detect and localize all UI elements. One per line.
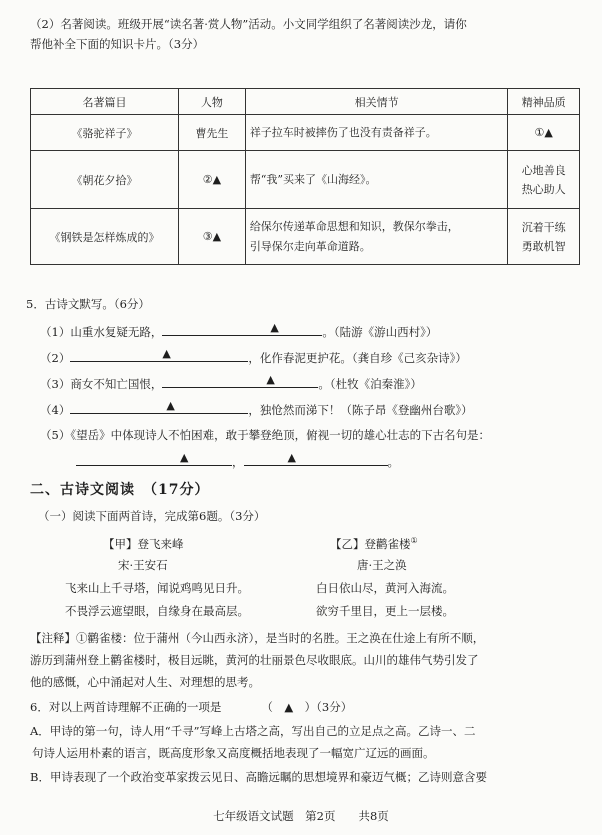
book-title: 《钢铁是怎样炼成的》	[31, 209, 179, 265]
quality-cell	[508, 115, 580, 151]
plot-cell	[245, 209, 508, 265]
section-title: 二、古诗文阅读 （17分）	[30, 482, 210, 498]
plot-cell	[245, 151, 508, 209]
quality-line: 热心助人	[521, 182, 566, 196]
table-header: 精神品质	[508, 89, 580, 115]
answer-blank[interactable]	[70, 349, 248, 362]
table-header-row	[31, 89, 580, 115]
question-intro-line2: 帮他补全下面的知识卡片。（3分）	[30, 37, 205, 51]
q6-stem-text: 6．对以上两首诗理解不正确的一项是	[30, 700, 222, 714]
table-header: 名著篇目	[31, 89, 179, 115]
triangle-icon: ▲	[166, 399, 175, 412]
book-title: 《朝花夕拾》	[31, 151, 179, 209]
table-row	[31, 209, 580, 265]
q5-item-text: （1）山重水复疑无路，	[40, 325, 163, 339]
q5-title: 5．古诗文默写。（6分）	[26, 297, 150, 311]
character-answer-blank: ③▲	[178, 209, 245, 265]
quality-cell	[508, 209, 580, 265]
question-intro-line1: （2）名著阅读。班级开展“读名著·赏人物”活动。小文同学组织了名著阅读沙龙，请你	[30, 17, 467, 31]
poem-a-author: 宋·王安石	[118, 558, 168, 572]
poem-b-title	[330, 536, 418, 552]
triangle-icon: ▲	[287, 451, 296, 464]
part-title: （一）阅读下面两首诗，完成第6题。（3分）	[38, 509, 266, 523]
q5-item-text: （3）商女不知亡国恨，	[40, 377, 163, 391]
poem-a-line: 不畏浮云遮望眼，自缘身在最高层。	[65, 604, 249, 618]
triangle-icon: ▲	[180, 451, 189, 464]
page-footer: 七年级语文试题 第2页 共8页	[213, 809, 389, 823]
q5-item-5-blanks	[76, 453, 399, 470]
book-title: 《骆驼祥子》	[31, 115, 179, 151]
annotation-line: 游历到蒲州登上鹳雀楼时，极目远眺，黄河的壮丽景色尽收眼底。山川的雄伟气势引发了	[30, 653, 479, 667]
table-row	[31, 115, 580, 151]
q5-item-text: ，化作春泥更护花。（龚自珍《己亥杂诗》）	[248, 351, 467, 365]
poem-a-line: 飞来山上千寻塔，闻说鸡鸣见日升。	[65, 581, 249, 595]
answer-blank[interactable]	[70, 401, 248, 414]
q5-item-text: ，独怆然而涕下！（陈子昂《登幽州台歌》）	[248, 403, 473, 417]
q6-stem	[30, 699, 352, 715]
answer-blank[interactable]	[76, 453, 232, 466]
q5-item-text: 。（陆游《游山西村》）	[322, 325, 438, 339]
annotation-line: 【注释】①鹳雀楼：位于蒲州（今山西永济），是当时的名胜。王之涣在仕途上有所不顺，	[30, 631, 485, 645]
q6-option-b: B．甲诗表现了一个政治变革家拨云见日、高瞻远瞩的思想境界和豪迈气概；乙诗则意含要	[30, 770, 487, 784]
answer-blank[interactable]	[162, 375, 318, 388]
separator: 。	[387, 455, 399, 469]
plot-line: 给保尔传递革命思想和知识，教保尔拳击，	[249, 219, 459, 233]
q5-item-3	[40, 375, 422, 392]
q6-answer-blank[interactable]: （ ▲ ）（3分）	[261, 700, 353, 714]
q6-option-a-cont: 句诗人运用朴素的语言，既高度形象又高度概括地表现了一幅宽广辽远的画面。	[32, 746, 435, 760]
quality-answer-blank: ①▲	[534, 126, 553, 139]
footnote-mark: ①	[410, 536, 418, 546]
poem-a-title: 【甲】登飞来峰	[103, 537, 184, 551]
q5-item-text: 。（杜牧《泊秦淮》）	[318, 377, 422, 391]
q5-item-1	[40, 323, 437, 340]
poem-b-line: 白日依山尽，黄河入海流。	[316, 581, 454, 595]
table-header: 相关情节	[245, 89, 508, 115]
poem-b-title-text: 【乙】登鹳雀楼	[330, 537, 411, 551]
separator: ，	[232, 455, 244, 469]
q5-item-5: （5）《望岳》中体现诗人不怕困难，敢于攀登绝顶，俯视一切的雄心壮志的下古名句是：	[40, 428, 491, 442]
table-header: 人物	[178, 89, 245, 115]
character-name: 曹先生	[178, 115, 245, 151]
quality-cell	[508, 151, 580, 209]
plot-line: 祥子拉车时被摔伤了也没有责备祥子。	[249, 125, 437, 139]
table-row	[31, 151, 580, 209]
plot-line: 帮“我”买来了《山海经》。	[249, 172, 377, 186]
triangle-icon: ▲	[162, 347, 171, 360]
q5-item-2	[40, 349, 467, 366]
annotation-line: 他的感慨，心中涌起对人生、对理想的思考。	[30, 675, 260, 689]
q5-item-4	[40, 401, 473, 418]
triangle-icon: ▲	[266, 373, 275, 386]
q6-option-a: A．甲诗的第一句，诗人用“千寻”写峰上古塔之高，写出自己的立足点之高。乙诗一、二	[30, 724, 476, 738]
triangle-icon: ▲	[270, 321, 279, 334]
answer-blank[interactable]	[244, 453, 388, 466]
quality-line: 勇敢机智	[521, 239, 566, 253]
knowledge-card-table	[30, 88, 580, 265]
plot-cell	[245, 115, 508, 151]
poem-b-author: 唐·王之涣	[357, 558, 407, 572]
character-answer-blank: ②▲	[178, 151, 245, 209]
quality-line: 沉着干练	[521, 220, 566, 234]
answer-blank[interactable]	[162, 323, 322, 336]
plot-line: 引导保尔走向革命道路。	[249, 239, 371, 253]
q5-item-text: （2）	[40, 351, 71, 365]
quality-line: 心地善良	[521, 163, 566, 177]
poem-b-line: 欲穷千里目，更上一层楼。	[316, 604, 454, 618]
q5-item-text: （4）	[40, 403, 71, 417]
